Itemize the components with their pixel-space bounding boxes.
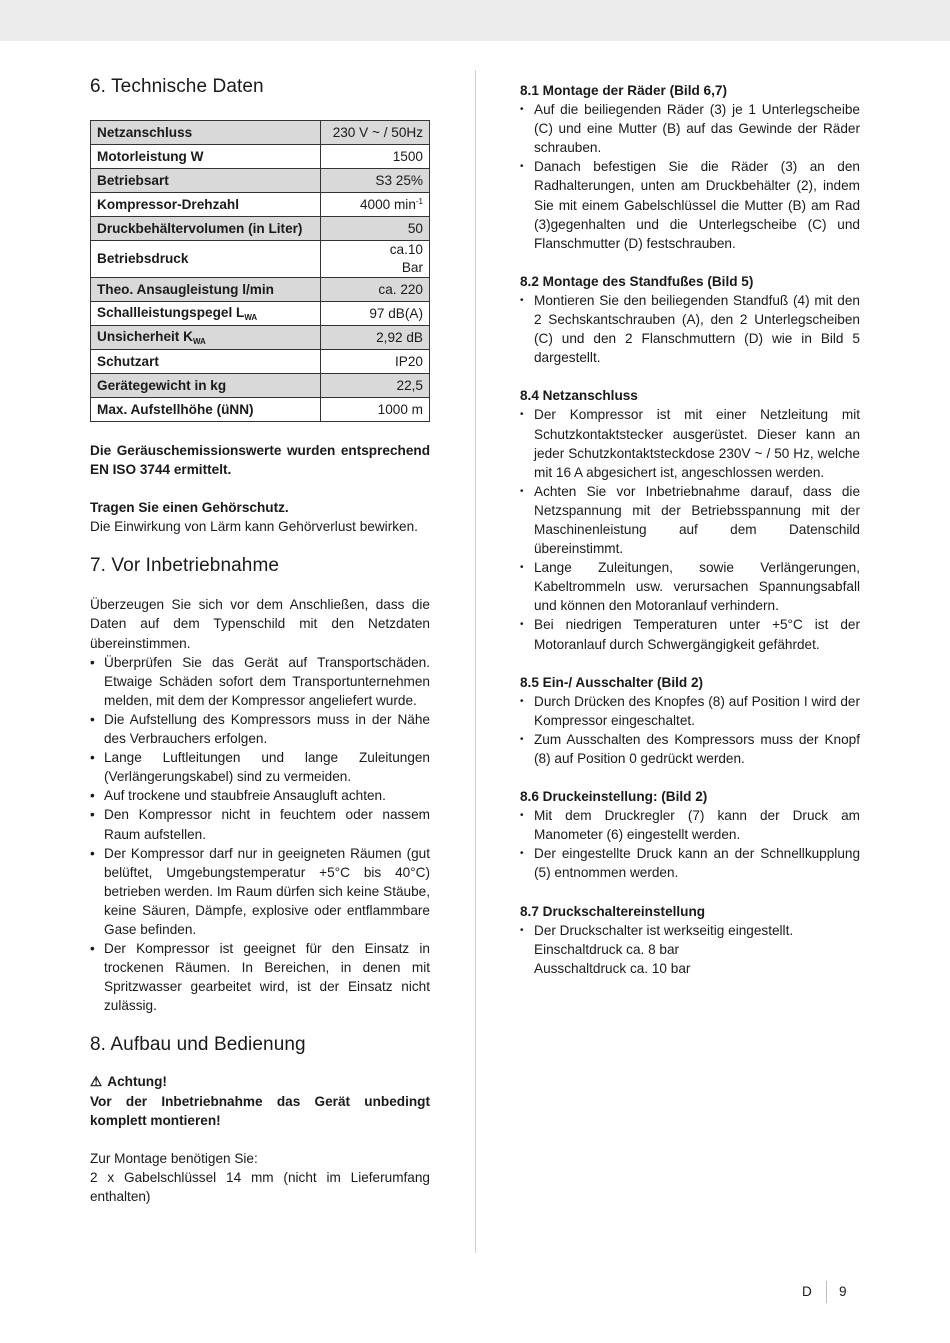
value-line-2: Bar <box>401 260 423 275</box>
column-divider <box>475 70 476 1253</box>
section-8-1-title: 8.1 Montage der Räder (Bild 6,7) <box>520 83 727 98</box>
tools-text: 2 x Gabelschlüssel 14 mm (nicht im Lieferumfang enthalten) <box>90 1169 430 1204</box>
tech-data-table <box>90 120 430 422</box>
list-item: • Zum Ausschalten des Kompressors muss der Knopf (8) auf Position 0 gedrückt werden. <box>520 730 860 768</box>
table-row <box>91 121 430 145</box>
tools-intro: Zur Montage benötigen Sie: <box>90 1150 258 1166</box>
table-row <box>91 350 430 374</box>
footer-language: D <box>802 1284 812 1299</box>
table-row <box>91 169 430 193</box>
right-column <box>520 81 860 978</box>
list-item: • Der Kompressor ist mit einer Netzleitung mit Schutzkontaktstecker ausgerüstet. Dieser kann an jeder Schutzkontaktsteckdose 230V ~ / 50 Hz, welche mit 16 A abgesichert ist, angeschlossen werden. <box>520 405 860 481</box>
row-label: Netzanschluss <box>91 121 321 145</box>
noise-note: Die Geräuschemissionswerte wurden entsprechend EN ISO 3744 ermittelt. <box>90 443 430 478</box>
list-item: • Achten Sie vor Inbetriebnahme darauf, dass die Netzspannung mit der Betriebsspannung mit der Maschinenleistung auf dem Datenschild übereinstimmt. <box>520 482 860 558</box>
table-row <box>91 398 430 422</box>
table-row <box>91 374 430 398</box>
list-item: • Der eingestellte Druck kann an der Schnellkupplung (5) entnommen werden. <box>520 844 860 882</box>
row-value: 2,92 dB <box>321 326 430 350</box>
warning-icon: ⚠ <box>90 1074 103 1090</box>
section-8-7-title: 8.7 Druckschaltereinstellung <box>520 903 706 919</box>
label-subscript: WA <box>244 313 258 322</box>
list-item: • Danach befestigen Sie die Räder (3) an den Radhalterungen, unten am Druckbehälter (2), indem Sie mit einem Gabelschlüssel die Mutter (B) am Rad (3)gegenhalten und die Unterlegscheibe (C) und Flanschmutter (D) festschrauben. <box>520 157 860 252</box>
section-7-intro: Überzeugen Sie sich vor dem Anschließen, dass die Daten auf dem Typenschild mit den Netzdaten übereinstimmen. <box>90 597 430 651</box>
row-value: 22,5 <box>321 374 430 398</box>
hearing-protection-title: Tragen Sie einen Gehörschutz. <box>90 500 289 516</box>
section-7-list <box>90 653 430 1016</box>
row-label: Druckbehältervolumen (in Liter) <box>91 217 321 241</box>
warning-heading <box>90 1072 430 1091</box>
table-row <box>91 302 430 326</box>
table-row <box>91 241 430 278</box>
row-value: 1000 m <box>321 398 430 422</box>
row-value: 50 <box>321 217 430 241</box>
left-column <box>90 76 430 1206</box>
row-label: Betriebsart <box>91 169 321 193</box>
switch-off-pressure: Ausschaltdruck ca. 10 bar <box>534 960 691 976</box>
list-item: • Der Druckschalter ist werkseitig eingestellt. <box>520 921 860 940</box>
list-item: • Mit dem Druckregler (7) kann der Druck am Manometer (6) eingestellt werden. <box>520 806 860 844</box>
section-8-5-list <box>520 692 860 768</box>
section-8-2-title: 8.2 Montage des Standfußes (Bild 5) <box>520 273 754 289</box>
table-row <box>91 193 430 217</box>
list-item: • Überprüfen Sie das Gerät auf Transportschäden. Etwaige Schäden sofort dem Transportunternehmen melden, mit dem der Kompressor angeliefert wurde. <box>90 653 430 710</box>
hearing-protection-text: Die Einwirkung von Lärm kann Gehörverlust bewirken. <box>90 519 418 535</box>
row-value: 230 V ~ / 50Hz <box>321 121 430 145</box>
list-item: • Auf die beiliegenden Räder (3) je 1 Unterlegscheibe (C) und eine Mutter (B) auf das Gewinde der Räder schrauben. <box>520 100 860 157</box>
row-label <box>91 302 321 326</box>
section-8-7-list <box>520 921 860 940</box>
row-label: Max. Aufstellhöhe (üNN) <box>91 398 321 422</box>
list-item: • Der Kompressor ist geeignet für den Einsatz in trockenen Räumen. In Bereichen, in denen mit Spritzwasser gearbeitet wird, ist der Einsatz nicht zulässig. <box>90 939 430 1015</box>
section-6-title: 6. Technische Daten <box>90 76 264 97</box>
label-subscript: WA <box>192 337 206 346</box>
value-superscript: -1 <box>415 197 423 206</box>
section-8-title: 8. Aufbau und Bedienung <box>90 1034 306 1056</box>
section-8-1-list <box>520 100 860 253</box>
value-line-1: ca.10 <box>389 242 423 257</box>
row-label: Schutzart <box>91 350 321 374</box>
list-item: • Lange Zuleitungen, sowie Verlängerungen, Kabeltrommeln usw. verursachen Spannungsabfall und können den Motoranlauf verhindern. <box>520 558 860 615</box>
list-item: • Den Kompressor nicht in feuchtem oder nassem Raum aufstellen. <box>90 805 430 843</box>
row-label: Theo. Ansaugleistung l/min <box>91 278 321 302</box>
row-label <box>91 326 321 350</box>
section-8-6-list <box>520 806 860 882</box>
section-8-2-list <box>520 291 860 367</box>
row-label: Betriebsdruck <box>91 241 321 278</box>
section-8-6-title: 8.6 Druckeinstellung: (Bild 2) <box>520 789 708 805</box>
list-item: • Der Kompressor darf nur in geeigneten Räumen (gut belüftet, Umgebungstemperatur +5°C bis 40°C) betrieben werden. Im Raum dürfen sich keine Stäube, keine Säuren, Dämpfe, explosive oder entflammbare Gase befinden. <box>90 844 430 939</box>
row-value: 97 dB(A) <box>321 302 430 326</box>
table-row <box>91 326 430 350</box>
footer-separator <box>826 1281 827 1303</box>
warning-text: Vor der Inbetriebnahme das Gerät unbedingt komplett montieren! <box>90 1093 430 1128</box>
list-item: • Bei niedrigen Temperaturen unter +5°C ist der Motoranlauf durch Schwergängigkeit gefährdet. <box>520 615 860 653</box>
section-7-title: 7. Vor Inbetriebnahme <box>90 555 280 577</box>
section-8-4-title: 8.4 Netzanschluss <box>520 388 638 404</box>
warning-title: Achtung! <box>107 1074 167 1090</box>
label-text: Schallleistungspegel L <box>97 305 245 320</box>
row-value <box>321 193 430 217</box>
row-value <box>321 241 430 278</box>
row-label: Kompressor-Drehzahl <box>91 193 321 217</box>
list-item: • Montieren Sie den beiliegenden Standfuß (4) mit den 2 Sechskantschrauben (A), den 2 Unterlegscheiben (C) und den 2 Flanschmuttern (D) wie in Bild 5 dargestellt. <box>520 291 860 367</box>
list-item: • Die Aufstellung des Kompressors muss in der Nähe des Verbrauchers erfolgen. <box>90 710 430 748</box>
value-text: 4000 min <box>359 197 416 212</box>
table-row <box>91 145 430 169</box>
row-value: 1500 <box>321 145 430 169</box>
top-bar <box>0 0 950 41</box>
row-label: Gerätegewicht in kg <box>91 374 321 398</box>
page-number: 9 <box>839 1284 847 1299</box>
row-label: Motorleistung W <box>91 145 321 169</box>
section-8-5-title: 8.5 Ein-/ Ausschalter (Bild 2) <box>520 674 704 690</box>
label-text: Unsicherheit K <box>97 329 193 344</box>
table-row <box>91 217 430 241</box>
switch-on-pressure: Einschaltdruck ca. 8 bar <box>534 941 680 957</box>
row-value: ca. 220 <box>321 278 430 302</box>
table-row <box>91 278 430 302</box>
list-item: • Lange Luftleitungen und lange Zuleitungen (Verlängerungskabel) sind zu vermeiden. <box>90 748 430 786</box>
section-8-4-list <box>520 405 860 653</box>
list-item: • Durch Drücken des Knopfes (8) auf Position I wird der Kompressor eingeschaltet. <box>520 692 860 730</box>
row-value: IP20 <box>321 350 430 374</box>
list-item: • Auf trockene und staubfreie Ansaugluft achten. <box>90 786 430 805</box>
row-value: S3 25% <box>321 169 430 193</box>
